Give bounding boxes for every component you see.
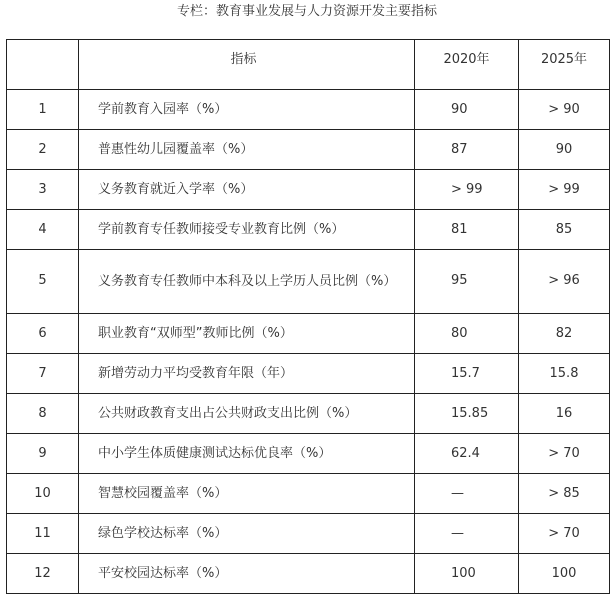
value-2020: 62.4 [415, 434, 519, 474]
value-2025: > 70 [519, 434, 610, 474]
table-row [7, 90, 610, 130]
indicator-name: 中小学生体质健康测试达标优良率（%） [79, 434, 415, 474]
value-2025: 82 [519, 314, 610, 354]
indicator-name: 义务教育就近入学率（%） [79, 170, 415, 210]
indicator-name: 普惠性幼儿园覆盖率（%） [79, 130, 415, 170]
indicator-name: 绿色学校达标率（%） [79, 514, 415, 554]
value-2025: > 99 [519, 170, 610, 210]
header-indicator: 指标 [79, 40, 415, 90]
value-2025: > 85 [519, 474, 610, 514]
value-2020: 90 [415, 90, 519, 130]
value-2025: 90 [519, 130, 610, 170]
header-no [7, 40, 79, 90]
table-row [7, 354, 610, 394]
table-row [7, 130, 610, 170]
row-number: 12 [7, 554, 79, 594]
table-row [7, 554, 610, 594]
table-row [7, 170, 610, 210]
header-2020: 2020年 [415, 40, 519, 90]
row-number: 3 [7, 170, 79, 210]
value-2020: > 99 [415, 170, 519, 210]
value-2020: 100 [415, 554, 519, 594]
indicators-table [6, 39, 610, 594]
value-2025: > 70 [519, 514, 610, 554]
row-number: 11 [7, 514, 79, 554]
indicator-name: 智慧校园覆盖率（%） [79, 474, 415, 514]
row-number: 9 [7, 434, 79, 474]
value-2020: 95 [415, 250, 519, 314]
value-2020: 15.85 [415, 394, 519, 434]
value-2025: 100 [519, 554, 610, 594]
value-2025: 16 [519, 394, 610, 434]
value-2020: 87 [415, 130, 519, 170]
indicator-name: 学前教育专任教师接受专业教育比例（%） [79, 210, 415, 250]
value-2020: — [415, 474, 519, 514]
table-title: 专栏：教育事业发展与人力资源开发主要指标 [176, 4, 437, 19]
indicator-name: 新增劳动力平均受教育年限（年） [79, 354, 415, 394]
header-row [7, 40, 610, 90]
row-number: 2 [7, 130, 79, 170]
table-row [7, 474, 610, 514]
indicator-name: 职业教育“双师型”教师比例（%） [79, 314, 415, 354]
table-row [7, 314, 610, 354]
table-row [7, 250, 610, 314]
row-number: 8 [7, 394, 79, 434]
value-2020: 80 [415, 314, 519, 354]
table-row [7, 514, 610, 554]
value-2025: 15.8 [519, 354, 610, 394]
header-2025: 2025年 [519, 40, 610, 90]
table-row [7, 394, 610, 434]
value-2020: 81 [415, 210, 519, 250]
row-number: 10 [7, 474, 79, 514]
indicator-name: 学前教育入园率（%） [79, 90, 415, 130]
row-number: 1 [7, 90, 79, 130]
row-number: 7 [7, 354, 79, 394]
indicator-name: 公共财政教育支出占公共财政支出比例（%） [79, 394, 415, 434]
value-2025: 85 [519, 210, 610, 250]
indicator-name: 平安校园达标率（%） [79, 554, 415, 594]
value-2025: > 90 [519, 90, 610, 130]
row-number: 5 [7, 250, 79, 314]
value-2025: > 96 [519, 250, 610, 314]
table-row [7, 210, 610, 250]
row-number: 6 [7, 314, 79, 354]
row-number: 4 [7, 210, 79, 250]
value-2020: — [415, 514, 519, 554]
indicator-name: 义务教育专任教师中本科及以上学历人员比例（%） [79, 250, 415, 314]
table-row [7, 434, 610, 474]
value-2020: 15.7 [415, 354, 519, 394]
